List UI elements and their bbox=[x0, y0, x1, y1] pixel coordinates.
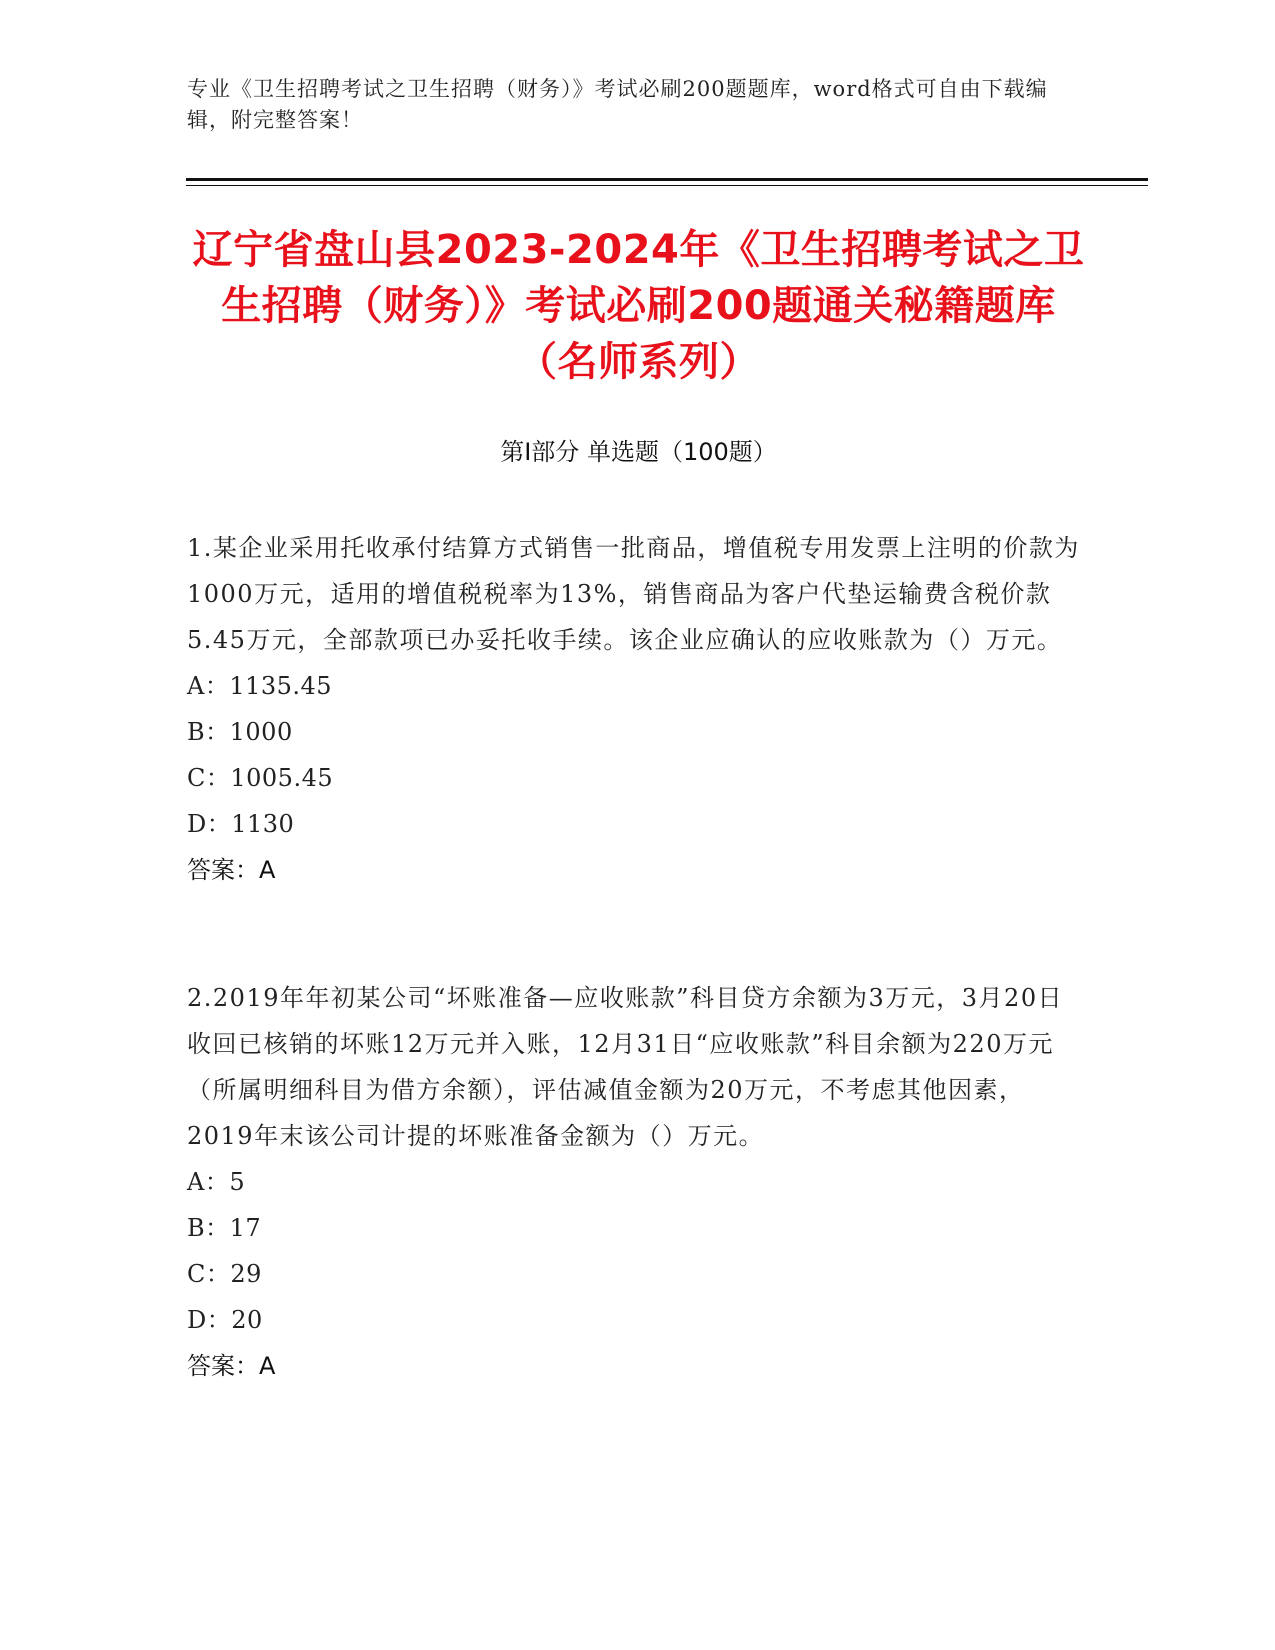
answer: 答案：A bbox=[187, 856, 276, 884]
option-d: D：1130 bbox=[187, 810, 295, 838]
question-text: 1.某企业采用托收承付结算方式销售一批商品，增值税专用发票上注明的价款为1000万元，适用的增值税税率为13%，销售商品为客户代垫运输费含税价款5.45万元，全部款项已办妥托收手续。该企业应确认的应收账款为（）万元。 bbox=[187, 534, 1080, 654]
question-2 bbox=[187, 975, 1087, 1389]
section-title: 第I部分 单选题（100题） bbox=[500, 438, 777, 466]
question-1 bbox=[187, 525, 1087, 893]
option-c: C：1005.45 bbox=[187, 764, 334, 792]
option-a: A：1135.45 bbox=[187, 672, 333, 700]
header-divider-thin bbox=[186, 185, 1148, 186]
header-divider-thick bbox=[186, 178, 1148, 181]
answer: 答案：A bbox=[187, 1352, 276, 1380]
header-note: 专业《卫生招聘考试之卫生招聘（财务）》考试必刷200题题库，word格式可自由下载编辑，附完整答案！ bbox=[187, 77, 1048, 132]
option-d: D：20 bbox=[187, 1306, 263, 1334]
option-b: B：1000 bbox=[187, 718, 293, 746]
document-title: 辽宁省盘山县2023-2024年《卫生招聘考试之卫生招聘（财务）》考试必刷200题通关秘籍题库（名师系列） bbox=[192, 227, 1085, 385]
option-a: A：5 bbox=[187, 1168, 246, 1196]
question-text: 2.2019年年初某公司“坏账准备—应收账款”科目贷方余额为3万元，3月20日收回已核销的坏账12万元并入账，12月31日“应收账款”科目余额为220万元（所属明细科目为借方余额），评估减值金额为20万元，不考虑其他因素，2019年末该公司计提的坏账准备金额为（）万元。 bbox=[187, 984, 1064, 1150]
option-c: C：29 bbox=[187, 1260, 262, 1288]
option-b: B：17 bbox=[187, 1214, 262, 1242]
